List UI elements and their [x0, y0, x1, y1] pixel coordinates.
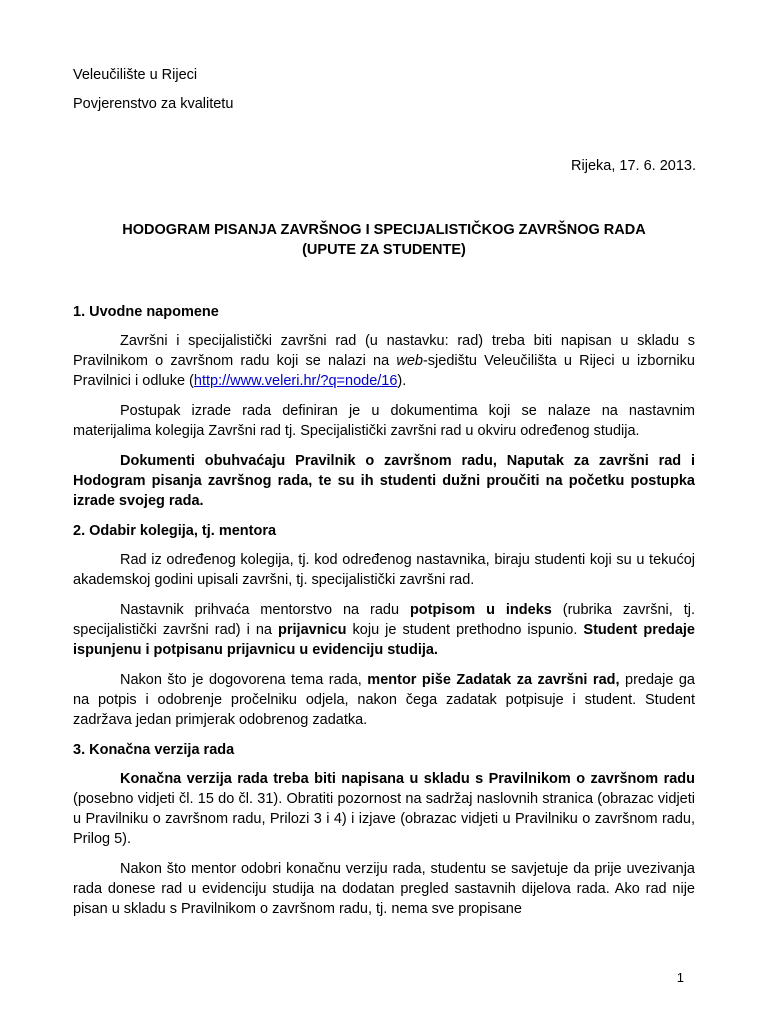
- bold-text: mentor piše Zadatak za završni rad,: [367, 672, 620, 688]
- title-line-1: HODOGRAM PISANJA ZAVRŠNOG I SPECIJALISTIČKOG ZAVRŠNOG RADA: [122, 222, 646, 238]
- bold-text: prijavnicu: [278, 622, 347, 638]
- paragraph: [73, 670, 695, 730]
- paragraph: Postupak izrade rada definiran je u dokumentima koji se nalaze na nastavnim materijalima kolegija Završni rad tj. Specijalistički završni rad u okviru određenog studija.: [73, 403, 695, 439]
- page-number: 1: [676, 970, 684, 985]
- text-run: Nastavnik prihvaća mentorstvo na radu: [120, 602, 410, 618]
- document-date: Rijeka, 17. 6. 2013.: [571, 158, 696, 174]
- paragraph: [73, 600, 695, 660]
- title-line-2: (UPUTE ZA STUDENTE): [302, 242, 466, 258]
- paragraph-bold: Dokumenti obuhvaćaju Pravilnik o završnom radu, Naputak za završni rad i Hodogram pisanja završnog rada, te su ih studenti dužni proučiti na početku postupka izrade svojeg rada.: [73, 453, 695, 509]
- text-run: Završni i specijalistički završni rad (u nastavku: rad) treba biti napisan u skladu s Pravilnikom o završnom radu koji se nalazi na: [73, 333, 695, 369]
- paragraph: Rad iz određenog kolegija, tj. kod određenog nastavnika, biraju studenti koji su u tekućoj akademskoj godini upisali završni, tj. specijalistički završni rad.: [73, 552, 695, 588]
- document-body: [73, 302, 695, 929]
- text-run: -sjedištu Veleučilišta u Rijeci u izborniku Pravilnici i odluke (: [73, 353, 695, 389]
- paragraph: Nakon što mentor odobri konačnu verziju rada, studentu se savjetuje da prije uvezivanja rada donese rad u evidenciju studija na dodatan pregled sastavnih dijelova rada. Ako rad nije pisan u skladu s Pravilnikom o završnom radu, tj. nema sve propisane: [73, 861, 695, 917]
- text-run: koju je student prethodno ispunio.: [346, 622, 584, 638]
- document-title: [73, 220, 695, 260]
- text-run: predaje ga na potpis i odobrenje pročelniku odjela, nakon čega zadatak potpisuje i student. Student zadržava jedan primjerak odobrenog zadatka.: [73, 672, 695, 728]
- text-run: Nakon što je dogovorena tema rada,: [120, 672, 368, 688]
- italic-text: web: [396, 353, 423, 369]
- bold-text: Konačna verzija rada treba biti napisana u skladu s Pravilnikom o završnom radu: [120, 771, 695, 787]
- section-heading-2: 2. Odabir kolegija, tj. mentora: [73, 523, 277, 539]
- text-run: (rubrika završni, tj. specijalistički završni rad) i na: [73, 602, 695, 638]
- text-run: (posebno vidjeti čl. 15 do čl. 31). Obratiti pozornost na sadržaj naslovnih stranica (obrazac vidjeti u Pravilniku o završnom radu, Prilozi 3 i 4) i izjave (obrazac vidjeti u Pravilniku o završnom radu, Prilog 5).: [73, 791, 695, 847]
- paragraph: [73, 769, 695, 849]
- committee-name: Povjerenstvo za kvalitetu: [73, 96, 234, 112]
- text-run: ).: [397, 373, 407, 389]
- section-heading-1: 1. Uvodne napomene: [73, 304, 219, 320]
- section-heading-3: 3. Konačna verzija rada: [73, 742, 235, 758]
- bold-text: potpisom u indeks: [409, 602, 552, 618]
- bold-text: Student predaje ispunjenu i potpisanu prijavnicu u evidenciju studija.: [73, 622, 695, 658]
- pravilnici-link[interactable]: http://www.veleri.hr/?q=node/16: [193, 373, 398, 389]
- institution-name: Veleučilište u Rijeci: [73, 67, 198, 83]
- paragraph: [73, 331, 695, 391]
